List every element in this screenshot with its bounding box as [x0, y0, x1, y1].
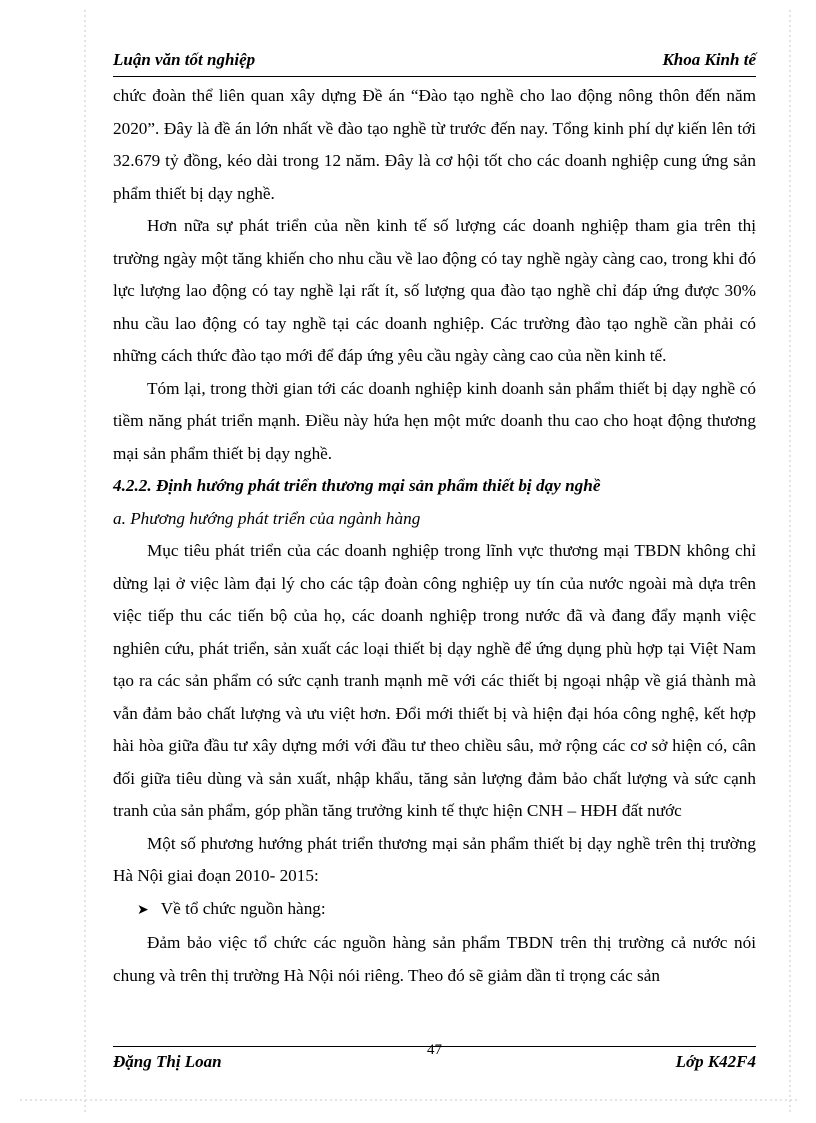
header-faculty: Khoa Kinh tế [662, 50, 756, 69]
header-thesis-title: Luận văn tốt nghiệp [113, 50, 256, 69]
page-content [113, 80, 756, 992]
footer-author: Đặng Thị Loan [113, 1052, 222, 1071]
arrow-bullet-icon: ➤ [137, 902, 149, 918]
section-heading-4-2-2: 4.2.2. Định hướng phát triển thương mại sản phẩm thiết bị dạy nghề [113, 476, 601, 495]
header-divider [113, 76, 756, 77]
paragraph-1: chức đoàn thể liên quan xây dựng Đề án “Đào tạo nghề cho lao động nông thôn đến năm 2020”. Đây là đề án lớn nhất về đào tạo nghề từ trước đến nay. Tổng kinh phí dự kiến lên tới 32.679 tỷ đồng, kéo dài trong 12 năm. Đây là cơ hội tốt cho các doanh nghiệp cung ứng sản phẩm thiết bị dạy nghề. [113, 86, 756, 203]
paragraph-5: Một số phương hướng phát triển thương mại sản phẩm thiết bị dạy nghề trên thị trường Hà Nội giai đoạn 2010- 2015: [113, 833, 756, 885]
page-header [113, 50, 756, 76]
paragraph-2: Hơn nữa sự phát triển của nền kinh tế số lượng các doanh nghiệp tham gia trên thị trường ngày một tăng khiến cho nhu cầu về lao động có tay nghề ngày càng cao, trong khi đó lực lượng lao động có tay nghề lại rất ít, số lượng qua đào tạo nghề chỉ đáp ứng được 30% nhu cầu lao động có tay nghề tại các doanh nghiệp. Các trường đào tạo nghề cần phải có những cách thức đào tạo mới để đáp ứng yêu cầu ngày càng cao của nền kinh tế. [113, 216, 756, 365]
bullet-text: Về tổ chức nguồn hàng: [160, 898, 326, 918]
bullet-item [113, 893, 756, 928]
footer-class: Lớp K42F4 [675, 1052, 756, 1071]
page-number: 47 [427, 1042, 442, 1058]
page-footer [113, 1042, 756, 1074]
subsection-heading-a: a. Phương hướng phát triển của ngành hàng [113, 508, 421, 528]
paragraph-6: Đảm bảo việc tổ chức các nguồn hàng sản phẩm TBDN trên thị trường cả nước nói chung và trên thị trường Hà Nội nói riêng. Theo đó sẽ giảm dần tỉ trọng các sản [113, 933, 756, 985]
paragraph-3: Tóm lại, trong thời gian tới các doanh nghiệp kinh doanh sản phẩm thiết bị dạy nghề có tiềm năng phát triển mạnh. Điều này hứa hẹn một mức doanh thu cao cho hoạt động thương mại sản phẩm thiết bị dạy nghề. [113, 378, 756, 463]
paragraph-4: Mục tiêu phát triển của các doanh nghiệp trong lĩnh vực thương mại TBDN không chỉ dừng lại ở việc làm đại lý cho các tập đoàn công nghiệp uy tín của nước ngoài mà dựa trên việc tiếp thu các tiến bộ của họ, các doanh nghiệp trong nước đã và đang đẩy mạnh việc nghiên cứu, phát triển, sản xuất các loại thiết bị dạy nghề để ứng dụng phù hợp tại Việt Nam tạo ra các sản phẩm có sức cạnh tranh mạnh mẽ với các thiết bị ngoại nhập về giá thành mà vẫn đảm bảo chất lượng và ưu việt hơn. Đổi mới thiết bị và hiện đại hóa công nghệ, kết hợp hài hòa giữa đầu tư xây dựng mới với đầu tư theo chiều sâu, mở rộng các cơ sở hiện có, cân đối giữa tiêu dùng và sản xuất, nhập khẩu, tăng sản lượng đảm bảo chất lượng và sức cạnh tranh của sản phẩm, góp phần tăng trưởng kinh tế thực hiện CNH – HĐH đất nước [113, 541, 756, 820]
